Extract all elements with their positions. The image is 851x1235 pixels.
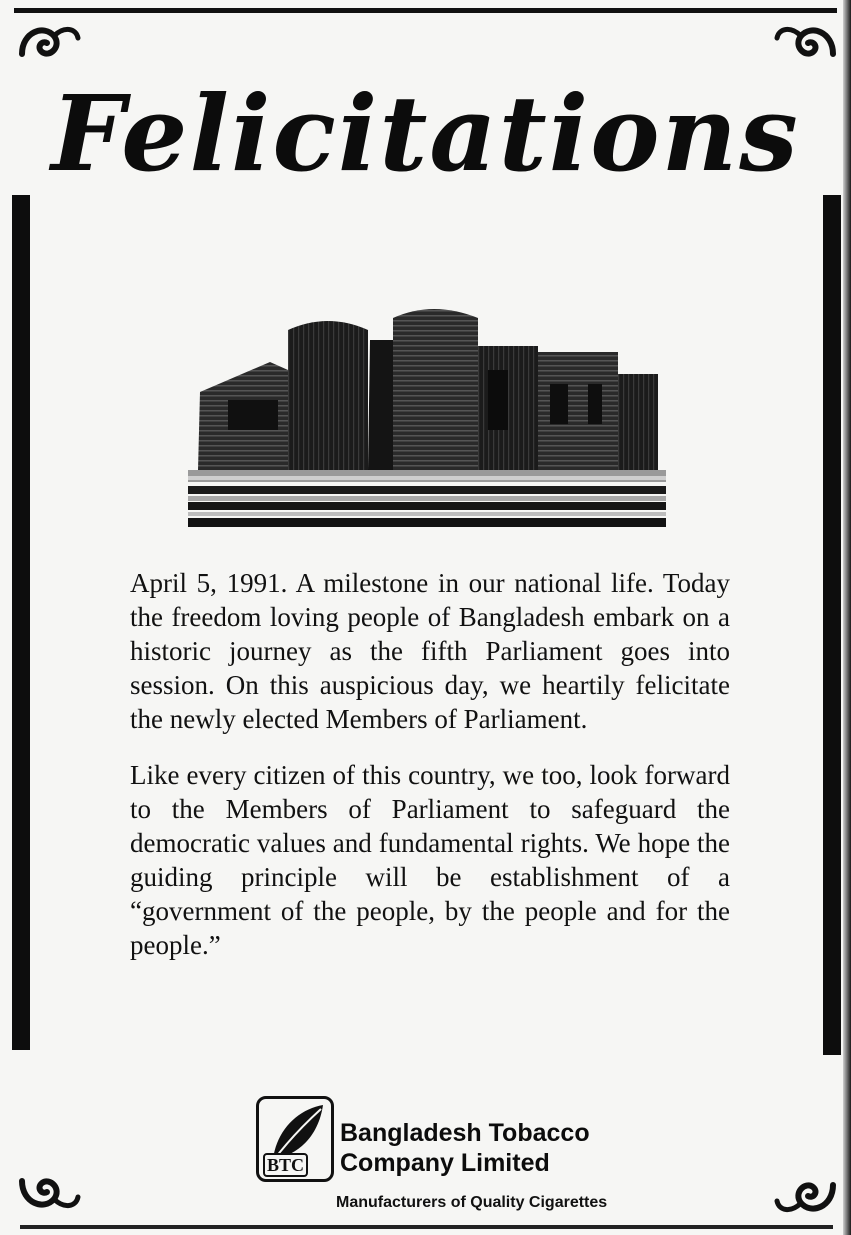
frame-top-border — [14, 8, 837, 13]
corner-scroll-ornament-icon — [771, 1155, 841, 1225]
body-copy — [130, 566, 730, 984]
parliament-building-photo — [188, 300, 666, 532]
company-name-line-2: Company Limited — [340, 1149, 550, 1177]
company-name — [340, 1118, 590, 1178]
corner-scroll-ornament-icon — [14, 1151, 84, 1221]
headline: Felicitations — [51, 72, 800, 195]
frame-right-border — [823, 195, 841, 1055]
frame-left-border — [12, 195, 30, 1050]
company-name-line-1: Bangladesh Tobacco — [340, 1119, 590, 1147]
company-tagline: Manufacturers of Quality Cigarettes — [336, 1194, 608, 1211]
body-paragraph-1: April 5, 1991. A milestone in our national life. Today the freedom loving people of Bangladesh embark on a historic journey as the fifth Parliament goes into session. On this auspicious day, we heartily felicitate the newly elected Members of Parliament. — [130, 568, 730, 734]
logo-abbreviation: BTC — [263, 1153, 308, 1177]
btc-logo — [256, 1096, 334, 1182]
frame-bottom-border — [20, 1225, 833, 1229]
body-paragraph-2: Like every citizen of this country, we too, look forward to the Members of Parliament to safeguard the democratic values and fundamental rights. We hope the guiding principle will be establishment of a “government of the people, by the people and for the people.” — [130, 760, 730, 960]
